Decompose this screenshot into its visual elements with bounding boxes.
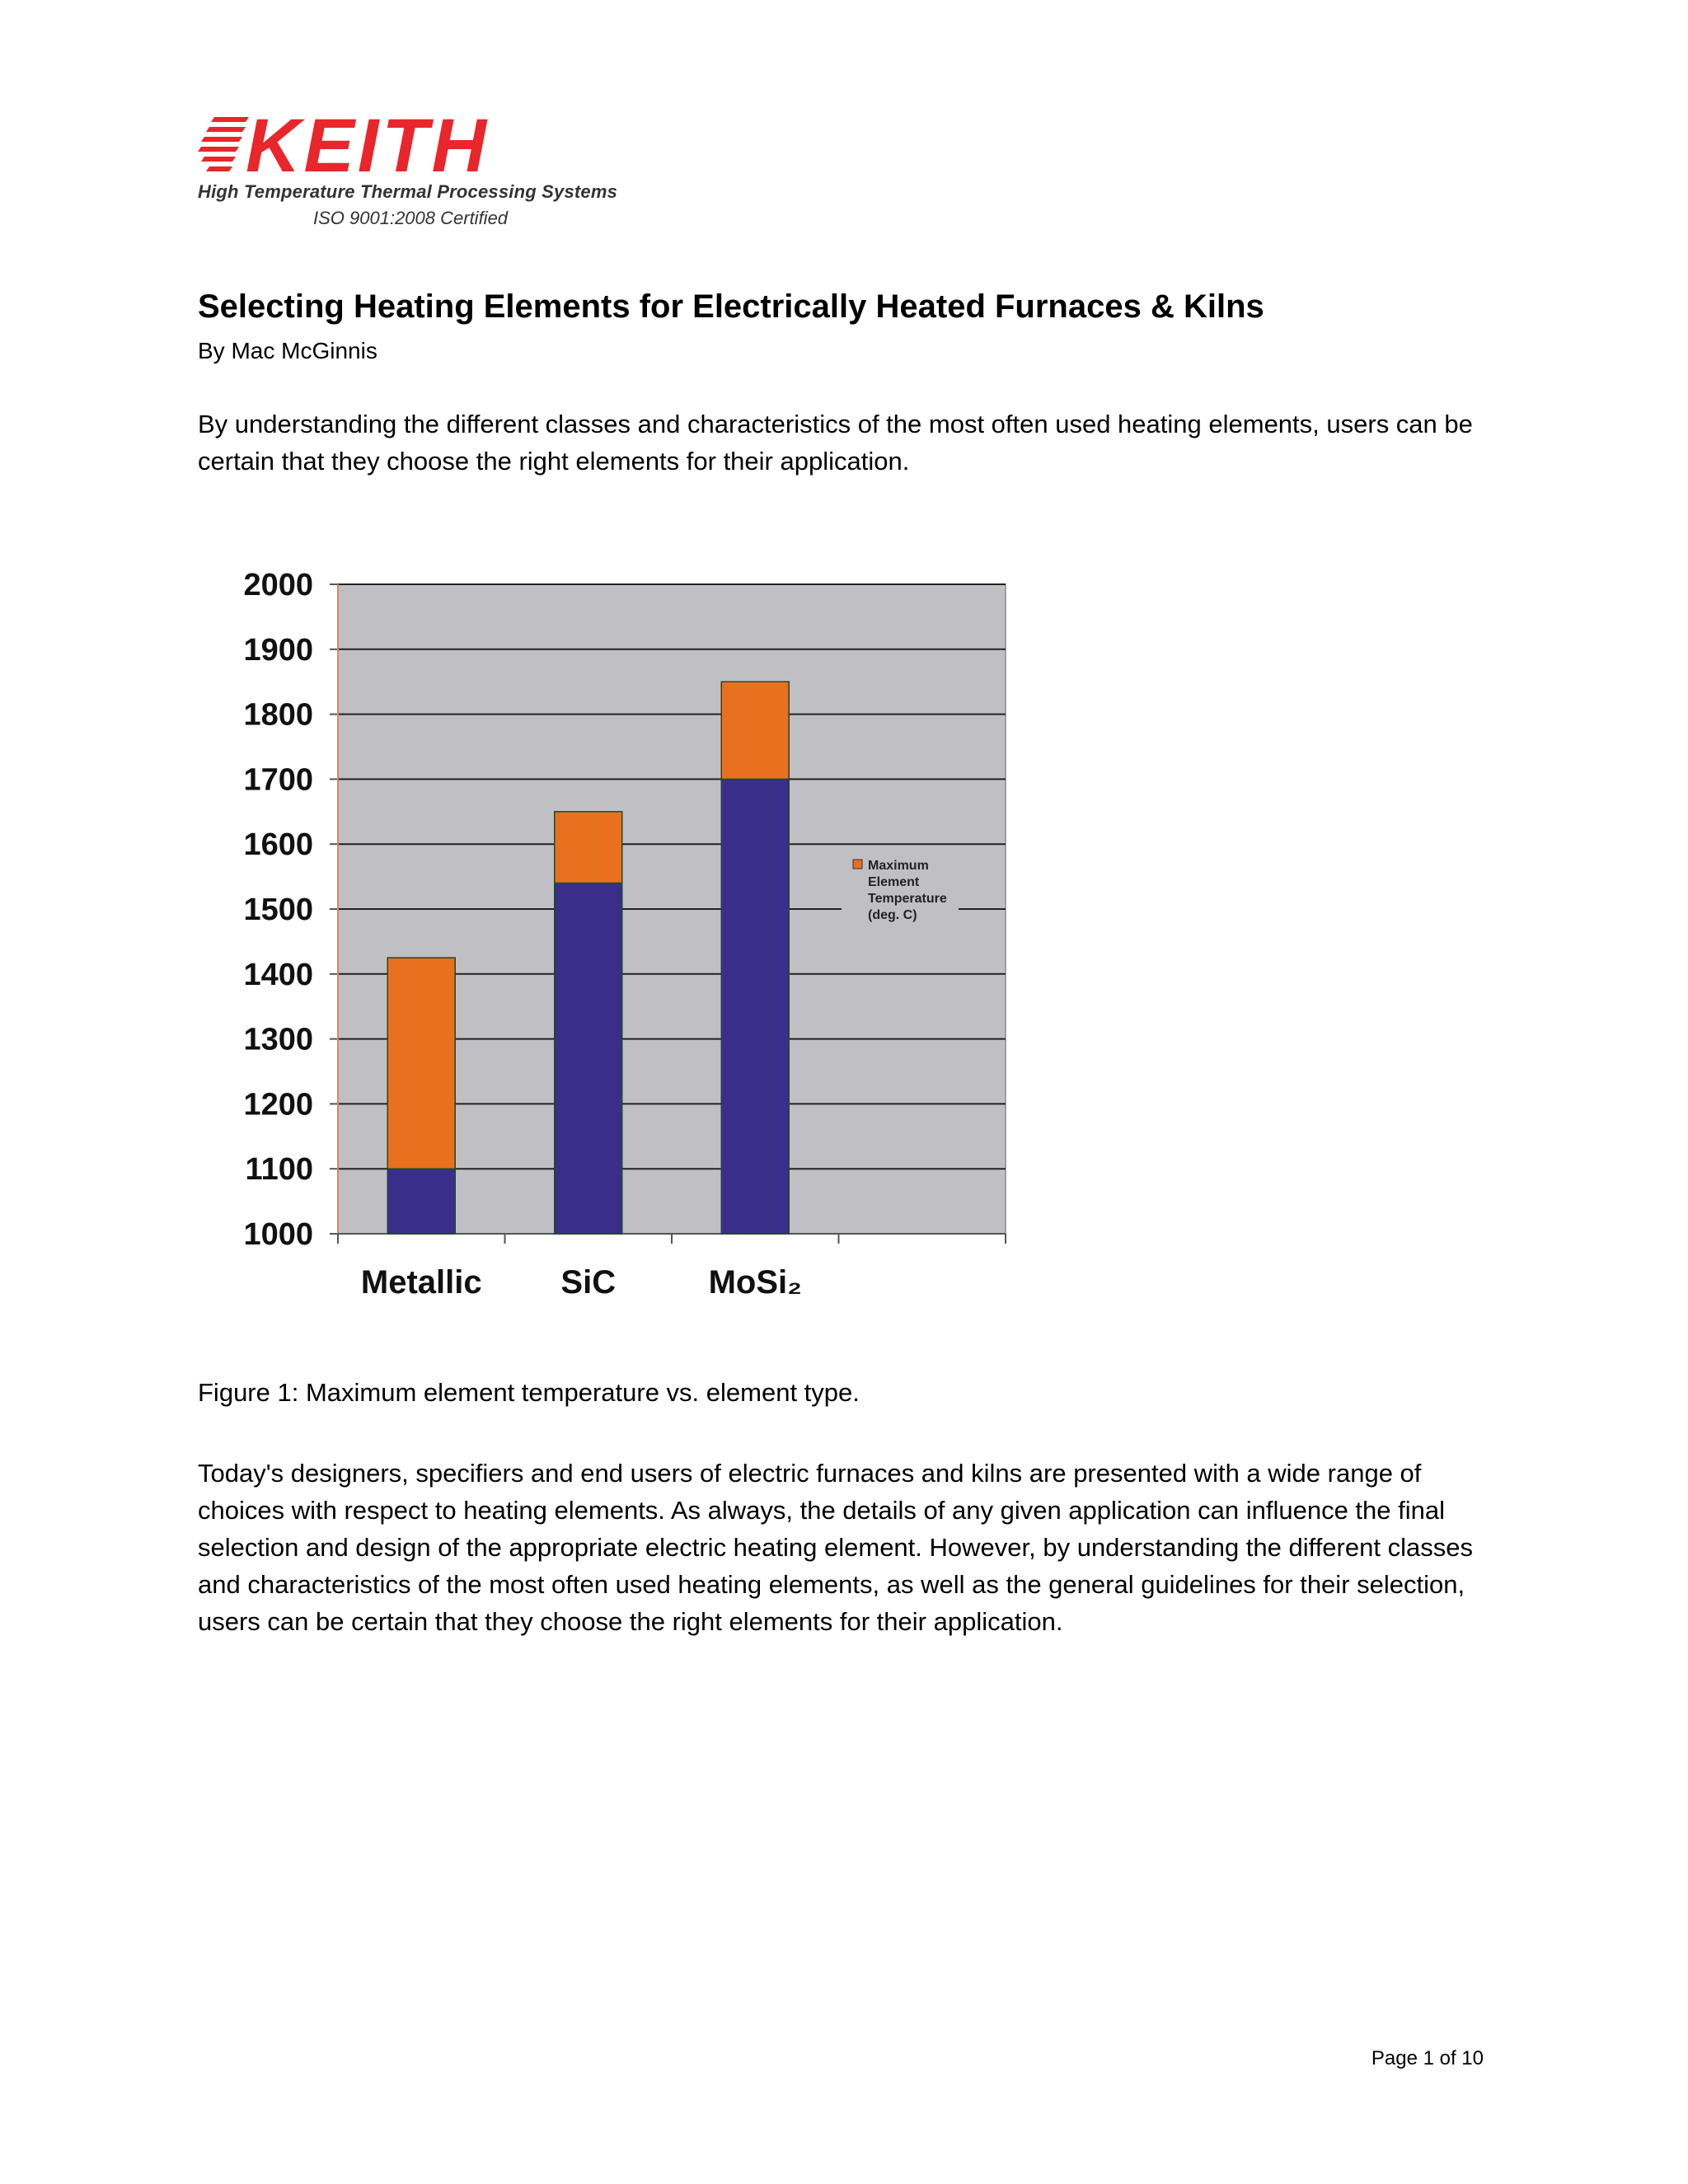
y-tick-label: 1400 <box>243 957 313 992</box>
document-author: By Mac McGinnis <box>198 338 377 363</box>
logo-brand-text: KEITH <box>246 112 490 178</box>
y-tick-label: 1700 <box>243 762 313 798</box>
bar-base-1 <box>555 883 622 1234</box>
document-title: Selecting Heating Elements for Electrically Heated Furnaces & Kilns <box>198 288 1264 325</box>
x-category-label: MoSi₂ <box>708 1264 802 1301</box>
bar-max-1 <box>555 812 622 883</box>
bar-base-0 <box>387 1169 455 1234</box>
legend-label: Maximum <box>868 859 929 873</box>
legend-swatch <box>853 860 862 869</box>
legend-label: Element <box>868 875 920 889</box>
bar-max-2 <box>721 682 789 779</box>
page-number: Page 1 of 10 <box>1371 2047 1484 2069</box>
bar-max-0 <box>387 958 455 1169</box>
keith-logo-mark <box>198 112 659 178</box>
bar-base-2 <box>721 779 789 1234</box>
x-category-label: Metallic <box>360 1264 482 1301</box>
logo-tagline: High Temperature Thermal Processing Systems <box>198 181 618 202</box>
body-paragraph: Today's designers, specifiers and end users of electric furnaces and kilns are presented with a wide range of choices with respect to heating elements. As always, the details of any given application can influence the final selection and design of the appropriate electric heating element. However, by understanding the different classes and characteristics of the most often used heating elements, as well as the general guidelines for their selection, users can be certain that they choose the right elements for their application. <box>198 1459 1473 1636</box>
y-tick-label: 1600 <box>243 827 313 863</box>
y-tick-label: 1100 <box>245 1152 313 1188</box>
y-tick-label: 1500 <box>243 893 313 927</box>
y-tick-label: 1300 <box>243 1022 313 1057</box>
chart-svg <box>198 544 1022 1335</box>
y-tick-label: 1900 <box>243 632 313 668</box>
temperature-chart <box>198 544 1022 1335</box>
y-tick-label: 1800 <box>243 697 313 733</box>
x-category-label: SiC <box>560 1264 617 1301</box>
logo-certification: ISO 9001:2008 Certified <box>313 208 509 228</box>
intro-paragraph: By understanding the different classes and characteristics of the most often used heating elements, users can be certain that they choose the right elements for their application. <box>198 410 1473 476</box>
y-tick-label: 1200 <box>243 1087 313 1122</box>
y-tick-label: 1000 <box>243 1217 313 1252</box>
figure-caption: Figure 1: Maximum element temperature vs. element type. <box>198 1378 860 1407</box>
legend-label: Temperature <box>868 892 947 906</box>
legend-label: (deg. C) <box>868 908 917 922</box>
y-tick-label: 2000 <box>243 568 313 602</box>
keith-logo <box>198 112 676 244</box>
